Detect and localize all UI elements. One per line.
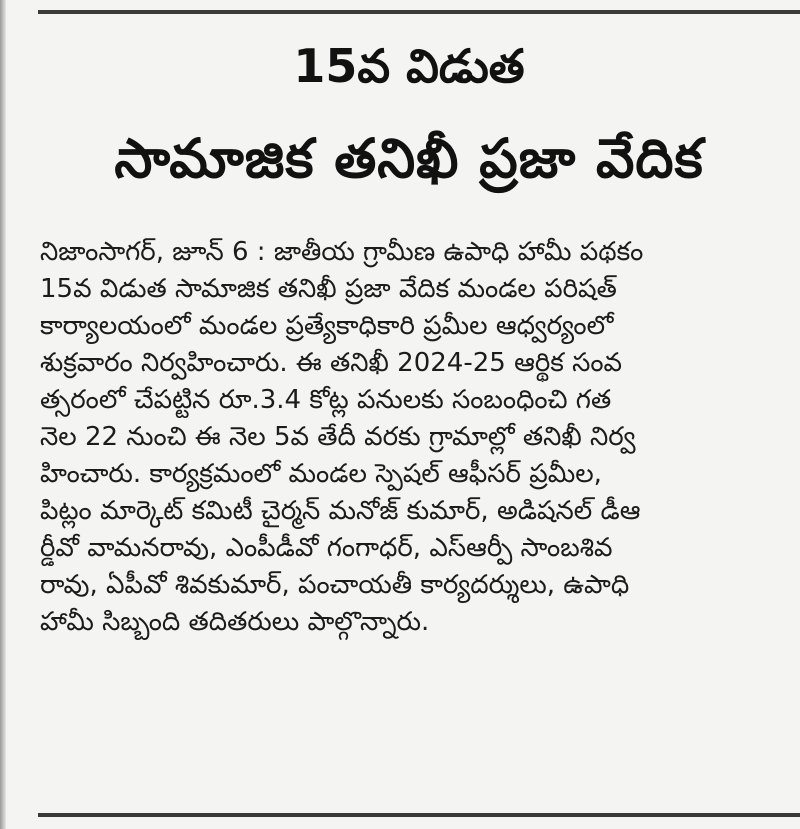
article-line: నెల 22 నుంచి ఈ నెల 5వ తేదీ వరకు గ్రామాల్లో తనిఖీ నిర్వ (40, 422, 636, 452)
article-line: త్సరంలో చేపట్టిన రూ.3.4 కోట్ల పనులకు సంబంధించి గత (40, 385, 612, 415)
headline-line-1: 15వ విడుత (293, 39, 525, 93)
page-edge-shadow (0, 0, 6, 829)
article-line: హామీ సిబ్బంది తదితరులు పాల్గొన్నారు. (40, 607, 430, 637)
headline-line-2: సామాజిక తనిఖీ ప్రజా వేదిక (114, 127, 704, 190)
article-body (40, 234, 778, 641)
article-line: కార్యాలయంలో మండల ప్రత్యేకాధికారి ప్రమీల ఆధ్వర్యంలో (40, 311, 614, 341)
bottom-rule (38, 813, 800, 817)
article-line: రావు, ఏపీవో శివకుమార్, పంచాయతీ కార్యదర్శులు, ఉపాధి (40, 570, 630, 600)
top-rule (38, 10, 800, 14)
article-line: హించారు. కార్యక్రమంలో మండల స్పెషల్ ఆఫీసర్ ప్రమీల, (40, 459, 602, 489)
article-line: నిజాంసాగర్, జూన్ 6 : జాతీయ గ్రామీణ ఉపాధి హామీ పథకం (40, 237, 644, 267)
article-line: 15వ విడుత సామాజిక తనిఖీ ప్రజా వేదిక మండల పరిషత్ (40, 274, 617, 304)
article-line: శుక్రవారం నిర్వహించారు. ఈ తనిఖీ 2024-25 ఆర్థిక సంవ (40, 348, 622, 378)
article-line: ర్డీవో వామనరావు, ఎంపీడీవో గంగాధర్, ఎస్ఆర్పీ సాంబశివ (40, 533, 613, 563)
article-line: పిట్లం మార్కెట్ కమిటీ చైర్మన్ మనోజ్ కుమార్, అడిషనల్ డీఆ (40, 496, 641, 526)
